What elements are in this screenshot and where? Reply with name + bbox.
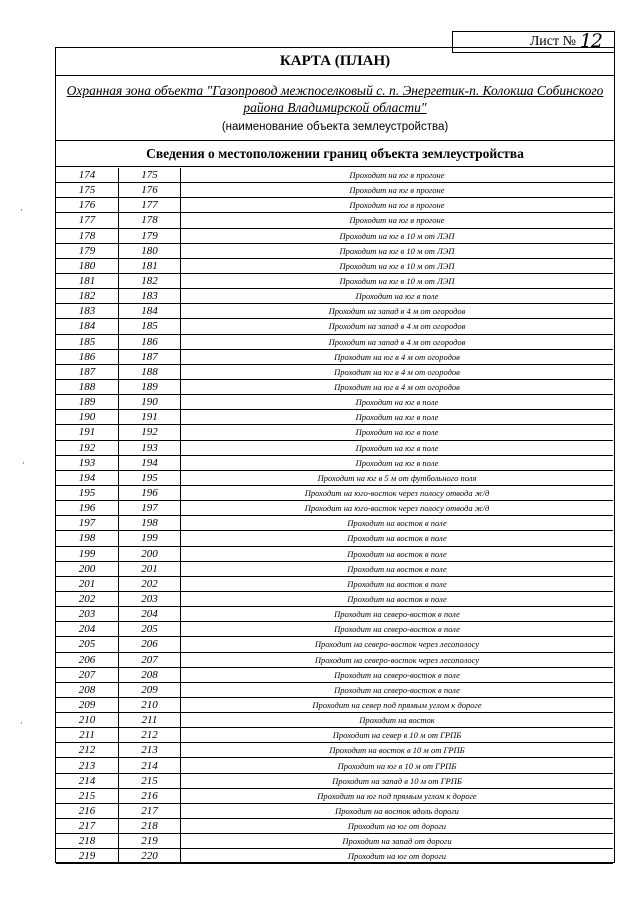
point-from: 211 (56, 728, 119, 743)
object-name: Охранная зона объекта "Газопровод межпоселковый с. п. Энергетик-п. Колокша Собинского района Владимирской области" (66, 83, 604, 115)
point-from: 201 (56, 576, 119, 591)
boundary-description: Проходит на восток (181, 713, 614, 728)
boundary-description: Проходит на северо-восток через лесополосу (181, 637, 614, 652)
table-row (56, 561, 613, 576)
point-to: 220 (119, 849, 181, 864)
point-to: 218 (119, 819, 181, 834)
point-to: 189 (119, 379, 181, 394)
point-to: 194 (119, 455, 181, 470)
point-to: 216 (119, 788, 181, 803)
boundary-description: Проходит на северо-восток в поле (181, 607, 614, 622)
point-to: 183 (119, 289, 181, 304)
point-to: 197 (119, 501, 181, 516)
scan-mark: · (22, 458, 25, 468)
boundary-description: Проходит на юг в 4 м от огородов (181, 364, 614, 379)
table-row (56, 319, 613, 334)
boundary-description: Проходит на восток в поле (181, 531, 614, 546)
table-row (56, 410, 613, 425)
point-from: 200 (56, 561, 119, 576)
point-to: 178 (119, 213, 181, 228)
table-row (56, 243, 613, 258)
point-to: 207 (119, 652, 181, 667)
boundary-description: Проходит на восток в поле (181, 561, 614, 576)
table-row (56, 334, 613, 349)
table-row (56, 228, 613, 243)
boundary-description: Проходит на юг в 4 м от огородов (181, 379, 614, 394)
scan-mark: · (20, 205, 23, 215)
table-row (56, 834, 613, 849)
boundary-description: Проходит на юг от дороги (181, 819, 614, 834)
boundary-description: Проходит на северо-восток в поле (181, 667, 614, 682)
point-to: 201 (119, 561, 181, 576)
table-row (56, 743, 613, 758)
boundary-description: Проходит на северо-восток через лесополосу (181, 652, 614, 667)
point-from: 190 (56, 410, 119, 425)
boundary-description: Проходит на запад в 4 м от огородов (181, 334, 614, 349)
point-to: 217 (119, 803, 181, 818)
table-row (56, 379, 613, 394)
table-row (56, 607, 613, 622)
boundary-description: Проходит на юг в 4 м от огородов (181, 349, 614, 364)
point-to: 179 (119, 228, 181, 243)
point-from: 198 (56, 531, 119, 546)
point-to: 210 (119, 697, 181, 712)
point-from: 205 (56, 637, 119, 652)
boundary-description: Проходит на юг в прогоне (181, 213, 614, 228)
table-row (56, 622, 613, 637)
boundary-description: Проходит на юг в поле (181, 440, 614, 455)
point-to: 176 (119, 183, 181, 198)
boundary-description: Проходит на юг под прямым углом к дороге (181, 788, 614, 803)
point-to: 191 (119, 410, 181, 425)
boundary-description: Проходит на северо-восток в поле (181, 622, 614, 637)
point-to: 180 (119, 243, 181, 258)
point-to: 209 (119, 682, 181, 697)
boundary-description: Проходит на восток в 10 м от ГРПБ (181, 743, 614, 758)
point-from: 212 (56, 743, 119, 758)
point-to: 190 (119, 395, 181, 410)
point-to: 175 (119, 168, 181, 183)
point-from: 217 (56, 819, 119, 834)
point-to: 182 (119, 273, 181, 288)
table-row (56, 758, 613, 773)
table-row (56, 470, 613, 485)
boundary-description: Проходит на юг в поле (181, 455, 614, 470)
point-from: 194 (56, 470, 119, 485)
boundary-description: Проходит на восток в поле (181, 576, 614, 591)
boundary-description: Проходит на север под прямым углом к дороге (181, 697, 614, 712)
point-from: 216 (56, 803, 119, 818)
boundary-description: Проходит на север в 10 м от ГРПБ (181, 728, 614, 743)
table-row (56, 289, 613, 304)
boundary-description: Проходит на юго-восток через полосу отвода ж/д (181, 485, 614, 500)
point-from: 199 (56, 546, 119, 561)
point-to: 202 (119, 576, 181, 591)
scan-mark: · (20, 718, 23, 728)
point-to: 198 (119, 516, 181, 531)
point-from: 218 (56, 834, 119, 849)
point-from: 183 (56, 304, 119, 319)
table-row (56, 273, 613, 288)
boundary-description: Проходит на юг в 10 м от ГРПБ (181, 758, 614, 773)
point-from: 185 (56, 334, 119, 349)
table-row (56, 349, 613, 364)
table-row (56, 516, 613, 531)
table-row (56, 304, 613, 319)
point-to: 208 (119, 667, 181, 682)
table-row (56, 440, 613, 455)
table-row (56, 667, 613, 682)
boundary-description: Проходит на запад в 4 м от огородов (181, 304, 614, 319)
point-from: 176 (56, 198, 119, 213)
table-row (56, 682, 613, 697)
table-row (56, 455, 613, 470)
point-to: 192 (119, 425, 181, 440)
table-row (56, 713, 613, 728)
table-row (56, 425, 613, 440)
point-to: 195 (119, 470, 181, 485)
point-to: 187 (119, 349, 181, 364)
sheet-label: Лист № (529, 34, 576, 49)
point-from: 208 (56, 682, 119, 697)
boundary-description: Проходит на юг в поле (181, 289, 614, 304)
table-row (56, 501, 613, 516)
point-from: 204 (56, 622, 119, 637)
point-to: 211 (119, 713, 181, 728)
boundary-description: Проходит на запад от дороги (181, 834, 614, 849)
boundary-description: Проходит на восток в поле (181, 591, 614, 606)
point-to: 186 (119, 334, 181, 349)
point-from: 179 (56, 243, 119, 258)
table-row (56, 485, 613, 500)
point-from: 191 (56, 425, 119, 440)
table-row (56, 637, 613, 652)
boundary-description: Проходит на запад в 10 м от ГРПБ (181, 773, 614, 788)
boundary-description: Проходит на восток в поле (181, 546, 614, 561)
divider (56, 75, 614, 76)
boundary-description: Проходит на юг в 5 м от футбольного поля (181, 470, 614, 485)
point-from: 192 (56, 440, 119, 455)
point-to: 181 (119, 258, 181, 273)
point-from: 197 (56, 516, 119, 531)
boundary-description: Проходит на юг в поле (181, 410, 614, 425)
page-title: КАРТА (ПЛАН) (279, 53, 391, 69)
table-row (56, 546, 613, 561)
boundary-description: Проходит на юг в поле (181, 395, 614, 410)
boundary-description: Проходит на юго-восток через полосу отвода ж/д (181, 501, 614, 516)
point-to: 215 (119, 773, 181, 788)
point-from: 175 (56, 183, 119, 198)
boundary-description: Проходит на восток в поле (181, 516, 614, 531)
point-from: 189 (56, 395, 119, 410)
table-row (56, 591, 613, 606)
boundary-description: Проходит на северо-восток в поле (181, 682, 614, 697)
table-row (56, 168, 613, 183)
boundary-description: Проходит на восток вдоль дороги (181, 803, 614, 818)
point-from: 214 (56, 773, 119, 788)
point-to: 200 (119, 546, 181, 561)
table-row (56, 576, 613, 591)
point-from: 193 (56, 455, 119, 470)
divider (56, 166, 614, 167)
divider (56, 140, 614, 141)
boundary-description: Проходит на юг в поле (181, 425, 614, 440)
point-from: 186 (56, 349, 119, 364)
point-to: 193 (119, 440, 181, 455)
point-from: 213 (56, 758, 119, 773)
table-row (56, 183, 613, 198)
boundary-description: Проходит на юг в 10 м от ЛЭП (181, 258, 614, 273)
point-to: 219 (119, 834, 181, 849)
point-to: 177 (119, 198, 181, 213)
point-from: 177 (56, 213, 119, 228)
boundary-description: Проходит на юг в прогоне (181, 168, 614, 183)
point-from: 180 (56, 258, 119, 273)
point-from: 219 (56, 849, 119, 864)
point-from: 187 (56, 364, 119, 379)
point-from: 209 (56, 697, 119, 712)
point-to: 199 (119, 531, 181, 546)
boundary-description: Проходит на запад в 4 м от огородов (181, 319, 614, 334)
boundary-description: Проходит на юг в 10 м от ЛЭП (181, 243, 614, 258)
point-from: 203 (56, 607, 119, 622)
point-to: 206 (119, 637, 181, 652)
table-row (56, 213, 613, 228)
table-row (56, 819, 613, 834)
point-from: 215 (56, 788, 119, 803)
table-row (56, 788, 613, 803)
boundary-description: Проходит на юг в 10 м от ЛЭП (181, 273, 614, 288)
point-to: 188 (119, 364, 181, 379)
point-from: 202 (56, 591, 119, 606)
point-to: 196 (119, 485, 181, 500)
table-row (56, 728, 613, 743)
point-to: 204 (119, 607, 181, 622)
point-from: 184 (56, 319, 119, 334)
point-to: 213 (119, 743, 181, 758)
point-to: 184 (119, 304, 181, 319)
point-from: 196 (56, 501, 119, 516)
table-row (56, 849, 613, 864)
section-title: Сведения о местоположении границ объекта землеустройства (146, 146, 524, 161)
table-row (56, 395, 613, 410)
table-row (56, 652, 613, 667)
boundary-description: Проходит на юг в прогоне (181, 198, 614, 213)
table-row (56, 198, 613, 213)
table-row (56, 697, 613, 712)
sheet-number: 12 (579, 30, 602, 52)
point-from: 188 (56, 379, 119, 394)
object-caption: (наименование объекта землеустройства) (221, 121, 449, 133)
table-row (56, 803, 613, 818)
table-row (56, 531, 613, 546)
point-to: 203 (119, 591, 181, 606)
document-frame (55, 47, 615, 863)
table-row (56, 258, 613, 273)
point-to: 214 (119, 758, 181, 773)
point-from: 195 (56, 485, 119, 500)
boundary-description: Проходит на юг в прогоне (181, 183, 614, 198)
point-from: 178 (56, 228, 119, 243)
point-from: 174 (56, 168, 119, 183)
point-from: 182 (56, 289, 119, 304)
table-row (56, 773, 613, 788)
point-to: 185 (119, 319, 181, 334)
point-from: 207 (56, 667, 119, 682)
table-row (56, 364, 613, 379)
boundary-description: Проходит на юг от дороги (181, 849, 614, 864)
boundary-table (56, 168, 613, 864)
point-to: 205 (119, 622, 181, 637)
point-to: 212 (119, 728, 181, 743)
point-from: 206 (56, 652, 119, 667)
boundary-description: Проходит на юг в 10 м от ЛЭП (181, 228, 614, 243)
point-from: 181 (56, 273, 119, 288)
point-from: 210 (56, 713, 119, 728)
